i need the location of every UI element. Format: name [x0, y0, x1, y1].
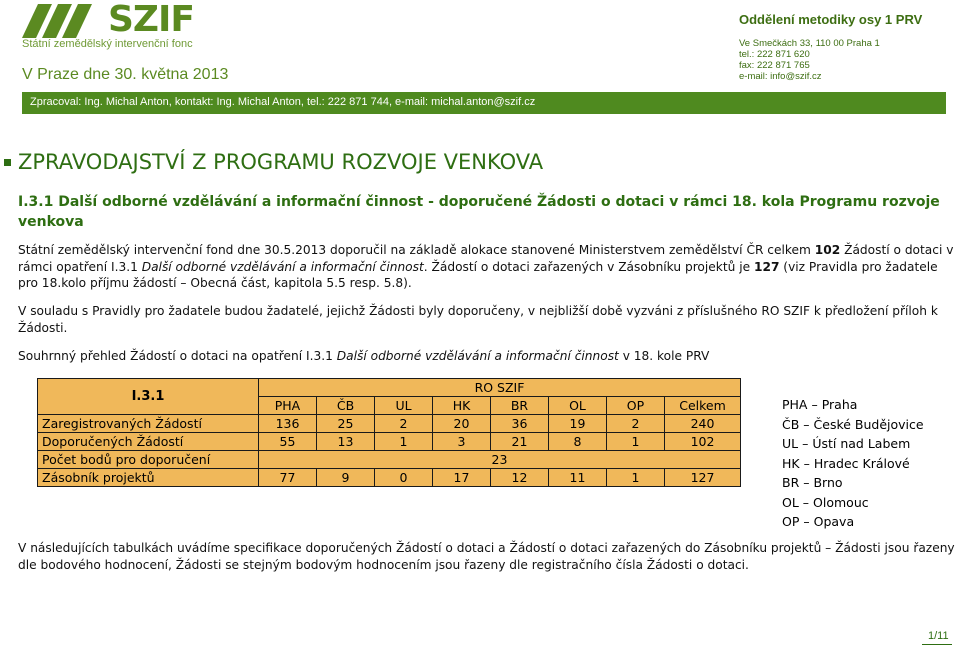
section-title: ZPRAVODAJSTVÍ Z PROGRAMU ROZVOJE VENKOVA	[18, 150, 544, 174]
table-cell: 3	[433, 433, 491, 451]
measure-name: Další odborné vzdělávání a informační činnost	[141, 259, 424, 274]
legend-item	[782, 512, 924, 532]
text-run: Souhrnný přehled Žádostí o dotaci na opatření I.3.1	[18, 349, 337, 363]
column-header: BR	[491, 397, 549, 415]
legend-sep: –	[802, 494, 810, 510]
reserve-count: 127	[753, 259, 780, 274]
table-cell: 25	[317, 415, 375, 433]
row-label: Zaregistrovaných Žádostí	[38, 415, 259, 433]
measure-name: Další odborné vzdělávání a informační činnost	[336, 349, 619, 363]
author-info: Zpracoval: Ing. Michal Anton, kontakt: Ing. Michal Anton, tel.: 222 871 744, e-mail: michal.anton@szif.cz	[30, 96, 536, 108]
table-row	[38, 469, 741, 487]
table-corner: I.3.1	[38, 379, 259, 415]
legend-item	[782, 395, 924, 415]
text-run: (viz Pravidla pro žadatele pro 18.kolo příjmu žádostí – Obecná část, kapitola 5.5 resp. 5.8).	[18, 259, 938, 290]
group-header: RO SZIF	[259, 379, 741, 397]
row-label: Doporučených Žádostí	[38, 433, 259, 451]
legend-sep: –	[803, 455, 810, 471]
table-cell-merged: 23	[259, 451, 741, 469]
legend-sep: –	[811, 397, 818, 412]
table-cell: 9	[317, 469, 375, 487]
table-header-row	[38, 379, 741, 397]
table-cell: 1	[607, 469, 665, 487]
legend-item	[782, 454, 924, 474]
legend-name: Brno	[813, 475, 843, 490]
legend-name: České Budějovice	[813, 416, 924, 432]
document-date: V Praze dne 30. května 2013	[22, 66, 229, 83]
legend-item	[782, 473, 924, 493]
table-cell: 1	[607, 433, 665, 451]
table-row	[38, 433, 741, 451]
column-header: ČB	[317, 397, 375, 415]
article-title: I.3.1 Další odborné vzdělávání a informační činnost - doporučené Žádosti o dotaci v rámci 18. kola Programu rozvoje venkova	[18, 194, 940, 230]
table-cell: 136	[259, 415, 317, 433]
phone-line: tel.: 222 871 620	[739, 49, 810, 60]
logo-text: SZIF	[108, 0, 195, 40]
summary-table	[37, 378, 741, 487]
column-header: Celkem	[665, 397, 741, 415]
table-cell: 36	[491, 415, 549, 433]
legend-item	[782, 493, 924, 513]
table-cell: 19	[549, 415, 607, 433]
legend-name: Praha	[821, 397, 858, 412]
table-cell: 13	[317, 433, 375, 451]
text-run: Žádostí o dotaci v rámci opatření I.3.1	[18, 243, 954, 274]
row-label: Zásobník projektů	[38, 469, 259, 487]
legend-item	[782, 434, 924, 454]
legend-sep: –	[803, 514, 810, 529]
column-header: OL	[549, 397, 607, 415]
text-run: Státní zemědělský intervenční fond dne 30.5.2013 doporučil na základě alokace stanovené Ministerstvem zemědělství ČR celkem	[18, 243, 815, 257]
paragraph-summary	[18, 242, 960, 292]
table-cell: 0	[375, 469, 433, 487]
paragraph-notice: V souladu s Pravidly pro žadatele budou žadatelé, jejichž Žádosti byly doporučeny, v nejbližší době vyzváni z příslušného RO SZIF k předložení příloh k Žádosti.	[18, 304, 938, 335]
text-run: v 18. kole PRV	[618, 349, 710, 363]
table-cell: 55	[259, 433, 317, 451]
table-cell: 2	[375, 415, 433, 433]
table-cell: 8	[549, 433, 607, 451]
table-cell: 77	[259, 469, 317, 487]
table-row	[38, 451, 741, 469]
paragraph-closing: V následujících tabulkách uvádíme specifikace doporučených Žádostí o dotaci a Žádostí o dotaci zařazených do Zásobníku projektů – Žádosti jsou řazeny dle bodového hodnocení, Žádosti se stejným bodovým hodnocením jsou řazeny dle registračního čísla Žádosti o dotaci.	[18, 541, 955, 572]
paragraph-overview	[18, 348, 960, 365]
table-cell: 11	[549, 469, 607, 487]
legend-sep: –	[803, 416, 810, 432]
table-cell: 240	[665, 415, 741, 433]
legend-name: Hradec Králové	[813, 455, 910, 471]
email-line: e-mail: info@szif.cz	[739, 71, 822, 82]
legend-code: OP	[782, 514, 800, 529]
legend-code: OL	[782, 494, 799, 510]
logo-subtitle: Státní zemědělský intervenční fonc	[22, 38, 193, 50]
legend-code: ČB	[782, 416, 800, 432]
legend-code: PHA	[782, 397, 808, 412]
legend-code: HK	[782, 455, 800, 471]
row-label: Počet bodů pro doporučení	[38, 451, 259, 469]
legend-code: BR	[782, 475, 800, 490]
address-line: Ve Smečkách 33, 110 00 Praha 1	[739, 38, 880, 49]
column-header: HK	[433, 397, 491, 415]
section-bullet-icon	[4, 159, 11, 166]
legend-name: Opava	[813, 514, 855, 529]
legend-code: UL	[782, 436, 799, 451]
table-cell: 17	[433, 469, 491, 487]
table-row	[38, 415, 741, 433]
legend-name: Olomouc	[813, 494, 869, 510]
table-cell: 1	[375, 433, 433, 451]
legend-item	[782, 415, 924, 435]
text-run: . Žádostí o dotaci zařazených v Zásobníku projektů je	[423, 259, 754, 274]
legend-name: Ústí nad Labem	[812, 436, 911, 451]
table-cell: 2	[607, 415, 665, 433]
column-header: OP	[607, 397, 665, 415]
page-number: 1/11	[928, 630, 949, 642]
region-legend	[782, 395, 924, 532]
table-cell: 102	[665, 433, 741, 451]
recommended-count: 102	[814, 243, 841, 257]
table-cell: 127	[665, 469, 741, 487]
table-cell: 21	[491, 433, 549, 451]
column-header: PHA	[259, 397, 317, 415]
szif-logo-icon	[22, 4, 102, 38]
table-cell: 20	[433, 415, 491, 433]
legend-sep: –	[803, 475, 810, 490]
fax-line: fax: 222 871 765	[739, 60, 810, 71]
table-cell: 12	[491, 469, 549, 487]
column-header: UL	[375, 397, 433, 415]
department-name: Oddělení metodiky osy 1 PRV	[739, 12, 923, 27]
legend-sep: –	[802, 436, 809, 451]
contact-address	[739, 38, 880, 82]
